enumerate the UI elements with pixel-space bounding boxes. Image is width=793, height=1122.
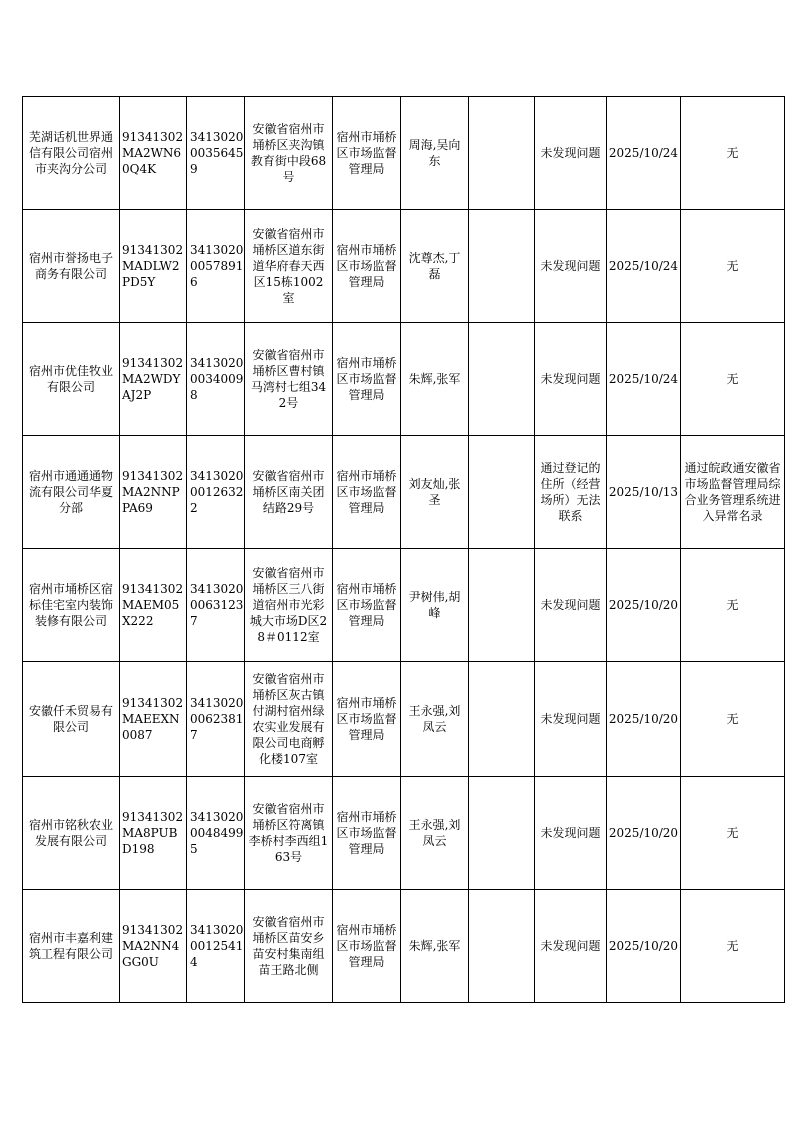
credit-code-cell: 91341302MA2WDYAJ2P [120,323,187,436]
handling-cell: 无 [681,777,785,890]
registration-number-cell: 341302000125414 [187,890,245,1003]
date-cell: 2025/10/20 [607,549,681,662]
blank-cell [469,323,535,436]
authority-cell: 宿州市埇桥区市场监督管理局 [333,323,401,436]
company-name-cell: 芜湖话机世界通信有限公司宿州市夹沟分公司 [23,97,120,210]
address-cell: 安徽省宿州市埇桥区南关团结路29号 [245,436,333,549]
date-cell: 2025/10/24 [607,323,681,436]
blank-cell [469,549,535,662]
date-cell: 2025/10/20 [607,890,681,1003]
registration-number-cell: 341302000578916 [187,210,245,323]
address-cell: 安徽省宿州市埇桥区夹沟镇教育街中段68号 [245,97,333,210]
result-cell: 未发现问题 [535,549,607,662]
address-cell: 安徽省宿州市埇桥区灰古镇付湖村宿州绿农实业发展有限公司电商孵化楼107室 [245,662,333,777]
inspectors-cell: 周海,吴向东 [401,97,469,210]
inspectors-cell: 尹树伟,胡峰 [401,549,469,662]
table-row [23,436,785,549]
credit-code-cell: 91341302MADLW2PD5Y [120,210,187,323]
table-row [23,210,785,323]
address-cell: 安徽省宿州市埇桥区苗安乡苗安村集南组苗王路北侧 [245,890,333,1003]
inspectors-cell: 刘友灿,张圣 [401,436,469,549]
credit-code-cell: 91341302MA8PUBD198 [120,777,187,890]
inspectors-cell: 王永强,刘凤云 [401,777,469,890]
authority-cell: 宿州市埇桥区市场监督管理局 [333,97,401,210]
table-body [23,97,785,1003]
handling-cell: 无 [681,210,785,323]
table-row [23,323,785,436]
date-cell: 2025/10/24 [607,97,681,210]
inspectors-cell: 王永强,刘凤云 [401,662,469,777]
table-row [23,549,785,662]
credit-code-cell: 91341302MAEM05X222 [120,549,187,662]
registration-number-cell: 341302000126322 [187,436,245,549]
table-row [23,97,785,210]
inspection-records-table [22,96,785,1003]
date-cell: 2025/10/13 [607,436,681,549]
result-cell: 未发现问题 [535,777,607,890]
company-name-cell: 安徽仟禾贸易有限公司 [23,662,120,777]
authority-cell: 宿州市埇桥区市场监督管理局 [333,777,401,890]
address-cell: 安徽省宿州市埇桥区三八街道宿州市光彩城大市场D区28＃0112室 [245,549,333,662]
authority-cell: 宿州市埇桥区市场监督管理局 [333,662,401,777]
handling-cell: 无 [681,890,785,1003]
handling-cell: 无 [681,97,785,210]
authority-cell: 宿州市埇桥区市场监督管理局 [333,210,401,323]
authority-cell: 宿州市埇桥区市场监督管理局 [333,549,401,662]
blank-cell [469,97,535,210]
blank-cell [469,210,535,323]
inspectors-cell: 朱辉,张军 [401,890,469,1003]
credit-code-cell: 91341302MA2NNPPA69 [120,436,187,549]
credit-code-cell: 91341302MA2WN60Q4K [120,97,187,210]
address-cell: 安徽省宿州市埇桥区曹村镇马湾村七组342号 [245,323,333,436]
date-cell: 2025/10/24 [607,210,681,323]
table-row [23,662,785,777]
inspectors-cell: 朱辉,张军 [401,323,469,436]
blank-cell [469,890,535,1003]
company-name-cell: 宿州市铭秋农业发展有限公司 [23,777,120,890]
company-name-cell: 宿州市誉扬电子商务有限公司 [23,210,120,323]
result-cell: 未发现问题 [535,210,607,323]
date-cell: 2025/10/20 [607,662,681,777]
handling-cell: 无 [681,662,785,777]
address-cell: 安徽省宿州市埇桥区道东街道华府春天西区15栋1002室 [245,210,333,323]
result-cell: 未发现问题 [535,890,607,1003]
company-name-cell: 宿州市优佳牧业有限公司 [23,323,120,436]
result-cell: 未发现问题 [535,323,607,436]
table-row [23,777,785,890]
table-row [23,890,785,1003]
handling-cell: 通过皖政通安徽省市场监督管理局综合业务管理系统进入异常名录 [681,436,785,549]
authority-cell: 宿州市埇桥区市场监督管理局 [333,890,401,1003]
registration-number-cell: 341302000623817 [187,662,245,777]
inspectors-cell: 沈尊杰,丁磊 [401,210,469,323]
registration-number-cell: 341302000356459 [187,97,245,210]
blank-cell [469,436,535,549]
registration-number-cell: 341302000631237 [187,549,245,662]
registration-number-cell: 341302000340098 [187,323,245,436]
result-cell: 未发现问题 [535,97,607,210]
credit-code-cell: 91341302MAEEXN0087 [120,662,187,777]
credit-code-cell: 91341302MA2NN4GG0U [120,890,187,1003]
handling-cell: 无 [681,549,785,662]
company-name-cell: 宿州市丰嘉利建筑工程有限公司 [23,890,120,1003]
result-cell: 通过登记的住所（经营场所）无法联系 [535,436,607,549]
date-cell: 2025/10/20 [607,777,681,890]
registration-number-cell: 341302000484995 [187,777,245,890]
blank-cell [469,777,535,890]
handling-cell: 无 [681,323,785,436]
company-name-cell: 宿州市通通通物流有限公司华夏分部 [23,436,120,549]
address-cell: 安徽省宿州市埇桥区符离镇李桥村李西组163号 [245,777,333,890]
authority-cell: 宿州市埇桥区市场监督管理局 [333,436,401,549]
company-name-cell: 宿州市埇桥区宿标佳宅室内装饰装修有限公司 [23,549,120,662]
blank-cell [469,662,535,777]
result-cell: 未发现问题 [535,662,607,777]
